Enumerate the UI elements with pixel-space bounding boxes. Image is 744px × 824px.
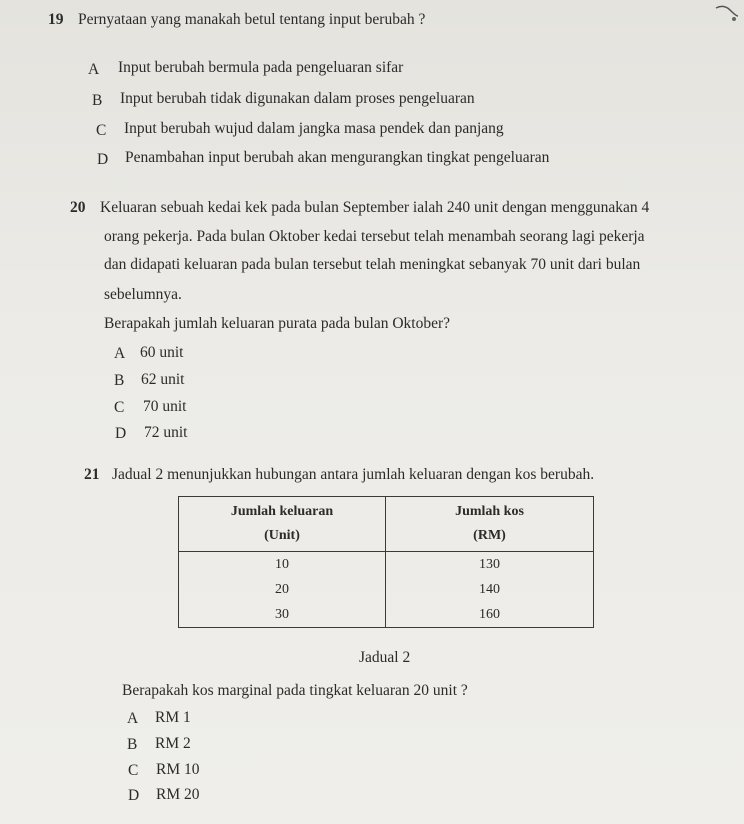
table-cell: 20 (275, 582, 289, 597)
question-line: sebelumnya. (104, 286, 182, 303)
header-unit: (RM) (473, 528, 506, 543)
header-cost (386, 497, 594, 552)
option-text: RM 20 (156, 786, 200, 803)
question-text: Berapakah kos marginal pada tingkat keluaran 20 unit ? (122, 682, 468, 699)
option-letter: C (114, 399, 125, 416)
question-line: orang pekerja. Pada bulan Oktober kedai tersebut telah menambah seorang lagi pekerja (104, 228, 645, 245)
question-intro: Jadual 2 menunjukkan hubungan antara jumlah keluaran dengan kos berubah. (112, 466, 595, 483)
question-line: Keluaran sebuah kedai kek pada bulan September ialah 240 unit dengan menggunakan 4 (100, 199, 650, 216)
question-text: Pernyataan yang manakah betul tentang input berubah ? (78, 11, 426, 28)
option-letter: C (128, 762, 139, 779)
option-letter: D (128, 787, 140, 804)
table-header-row (179, 497, 594, 552)
output-column (179, 552, 386, 628)
option-text: Input berubah wujud dalam jangka masa pendek dan panjang (124, 120, 504, 137)
option-letter: B (92, 92, 103, 109)
corner-scribble-icon (714, 2, 740, 24)
option-letter: B (127, 736, 138, 753)
option-text: RM 2 (155, 735, 191, 752)
option-letter: C (96, 122, 107, 139)
question-line: dan didapati keluaran pada bulan tersebut telah meningkat sebanyak 70 unit dari bulan (104, 256, 641, 273)
option-letter: A (114, 345, 126, 362)
option-letter: B (114, 372, 125, 389)
option-letter: A (127, 710, 139, 727)
option-text: Penambahan input berubah akan mengurangkan tingkat pengeluaran (125, 149, 550, 166)
table-cell: 130 (479, 557, 500, 572)
header-label: Jumlah keluaran (230, 504, 334, 520)
table-cell: 30 (275, 607, 289, 622)
option-letter: A (88, 61, 100, 78)
option-text: Input berubah bermula pada pengeluaran sifar (118, 59, 404, 76)
header-unit: (Unit) (264, 528, 300, 543)
option-letter: D (97, 151, 109, 168)
table-caption: Jadual 2 (359, 649, 411, 666)
jadual-2-table (178, 496, 594, 628)
header-output (179, 497, 386, 552)
option-text: 60 unit (140, 344, 184, 361)
question-number: 21 (84, 466, 100, 483)
question-text: Berapakah jumlah keluaran purata pada bulan Oktober? (104, 315, 451, 332)
table-body-row (179, 552, 594, 628)
table-cell: 160 (479, 607, 500, 622)
cost-column (386, 552, 594, 628)
question-number: 19 (48, 11, 64, 28)
option-letter: D (115, 425, 127, 442)
header-label: Jumlah kos (455, 504, 524, 520)
option-text: RM 10 (156, 761, 200, 778)
option-text: 62 unit (141, 371, 185, 388)
table-cell: 10 (275, 557, 289, 572)
question-number: 20 (70, 199, 86, 216)
option-text: 70 unit (143, 398, 187, 415)
table-cell: 140 (479, 582, 500, 597)
option-text: Input berubah tidak digunakan dalam proses pengeluaran (120, 90, 475, 107)
option-text: RM 1 (155, 709, 191, 726)
option-text: 72 unit (144, 424, 188, 441)
